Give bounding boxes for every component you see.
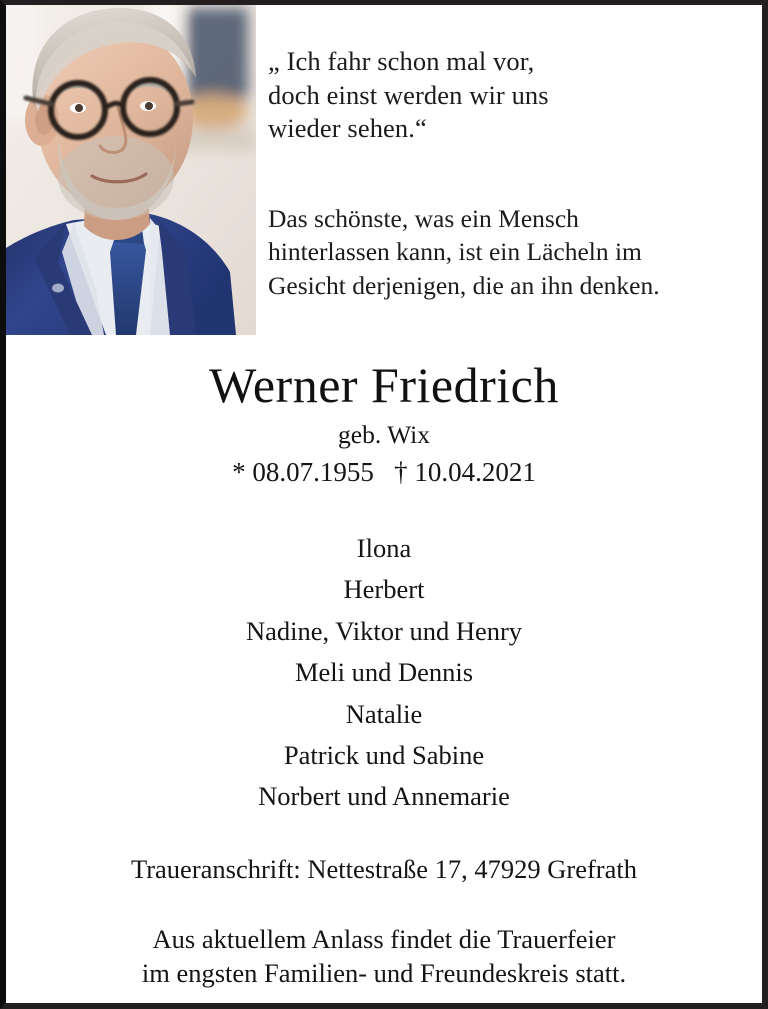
survivors-list	[12, 528, 756, 818]
saying-line: hinterlassen kann, ist ein Lächeln im	[268, 237, 642, 266]
mourning-address: Traueranschrift: Nettestraße 17, 47929 Grefrath	[130, 853, 638, 884]
life-dates: * 08.07.1955 † 10.04.2021	[232, 457, 536, 487]
main-content	[12, 357, 756, 991]
list-item: Ilona	[356, 533, 412, 563]
list-item: Patrick und Sabine	[283, 740, 485, 771]
quote-area	[268, 45, 760, 302]
saying-line: Gesicht derjenigen, die an ihn denken.	[268, 270, 660, 300]
ceremony-line: im engsten Familien- und Freundeskreis statt.	[141, 958, 627, 989]
list-item: Herbert	[343, 574, 425, 605]
saying-line: Das schönste, was ein Mensch	[268, 203, 579, 233]
portrait-photo-illustration	[0, 0, 256, 335]
list-item: Nadine, Viktor und Henry	[245, 615, 523, 646]
list-item: Meli und Dennis	[294, 657, 474, 688]
quote-line: doch einst werden wir uns	[268, 79, 549, 110]
ceremony-note	[12, 922, 756, 991]
ceremony-line: Aus aktuellem Anlass findet die Trauerfeier	[152, 923, 616, 954]
quote-line: wieder sehen.“	[268, 113, 427, 143]
list-item: Norbert und Annemarie	[258, 781, 510, 812]
deceased-name: Werner Friedrich	[209, 357, 559, 413]
memorial-saying	[268, 202, 760, 303]
deceased-maiden-name: geb. Wix	[338, 420, 430, 449]
portrait-photo	[0, 0, 256, 335]
memorial-quote	[268, 45, 760, 146]
list-item: Natalie	[345, 698, 423, 729]
quote-line: „ Ich fahr schon mal vor,	[268, 46, 535, 76]
